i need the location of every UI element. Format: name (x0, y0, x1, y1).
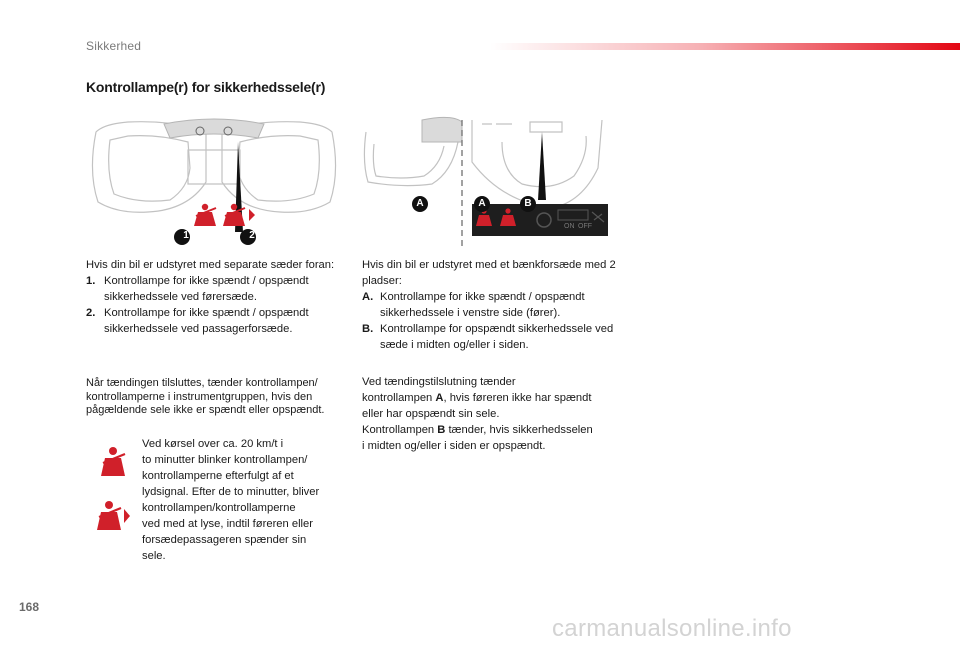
ignition-text: , hvis føreren ikke har spændt (443, 392, 592, 404)
panel-off-label: OFF (578, 223, 592, 230)
section-label: Sikkerhed (86, 39, 142, 53)
ignition-text: tænder, hvis sikkerhedsselen (445, 424, 593, 436)
panel-on-label: ON (564, 223, 575, 230)
callout-b: B (524, 198, 532, 209)
warning-line: forsædepassageren spænder sin (142, 534, 307, 546)
warning-line: kontrollampen/kontrollamperne (142, 502, 296, 514)
ignition-line (362, 390, 624, 406)
warning-paragraph (142, 436, 342, 564)
ignition-bold: A (435, 392, 444, 404)
page-title: Kontrollampe(r) for sikkerhedssele(r) (86, 79, 326, 95)
callout-2: 2 (249, 230, 255, 241)
seatbelt-passenger-icon (96, 500, 130, 532)
warning-line: ved med at lyse, indtil føreren eller (142, 518, 313, 530)
right-ignition-paragraph (362, 374, 624, 454)
right-column (362, 257, 620, 353)
left-intro: Hvis din bil er udstyret med separate sæder foran: (86, 259, 335, 271)
list-item (86, 273, 342, 305)
ignition-bold: B (437, 424, 446, 436)
ignition-paragraph: Når tændingen tilsluttes, tænder kontrollampen/ kontrollamperne i instrumentgruppen, hvis den pågældende sele ikke er spændt eller opspændt. (86, 377, 325, 416)
ignition-line: i midten og/eller i siden er opspændt. (362, 440, 546, 452)
item-text: Kontrollampe for ikke spændt / opspændt sikkerhedssele ved passagerforsæde. (104, 307, 309, 335)
ignition-line: eller har opspændt sin sele. (362, 408, 500, 420)
watermark: carmanualsonline.info (552, 615, 792, 642)
item-letter: B. (362, 323, 374, 335)
warning-line: lydsignal. Efter de to minutter, bliver (142, 486, 320, 498)
ignition-text: kontrollampen (362, 392, 436, 404)
instrument-cluster-illustration (88, 112, 340, 247)
warning-line: kontrollamperne efterfulgt af et (142, 470, 294, 482)
item-text: Kontrollampe for ikke spændt / opspændt sikkerhedssele ved førersæde. (104, 275, 309, 303)
list-item (86, 305, 342, 337)
warning-line: to minutter blinker kontrollampen/ (142, 454, 308, 466)
ignition-line (362, 422, 624, 438)
callout-a-panel: A (478, 198, 486, 209)
left-column (86, 257, 342, 337)
header-accent-bar (490, 43, 960, 50)
item-text: Kontrollampe for opspændt sikkerhedssele ved sæde i midten og/eller i siden. (380, 323, 614, 351)
seatbelt-driver-icon (100, 446, 134, 478)
warning-line: Ved kørsel over ca. 20 km/t i (142, 438, 284, 450)
right-intro: Hvis din bil er udstyret med et bænkforsæde med 2 pladser: (362, 259, 616, 287)
list-item (362, 321, 620, 353)
item-number: 2. (86, 307, 96, 319)
warning-line: sele. (142, 550, 166, 562)
item-letter: A. (362, 291, 374, 303)
item-text: Kontrollampe for ikke spændt / opspændt sikkerhedssele i venstre side (fører). (380, 291, 585, 319)
list-item (362, 289, 620, 321)
callout-1: 1 (183, 230, 189, 241)
page-number: 168 (19, 600, 40, 614)
item-number: 1. (86, 275, 96, 287)
ignition-text: Kontrollampen (362, 424, 438, 436)
callout-a: A (416, 198, 424, 209)
ignition-line: Ved tændingstilslutning tænder (362, 376, 516, 388)
